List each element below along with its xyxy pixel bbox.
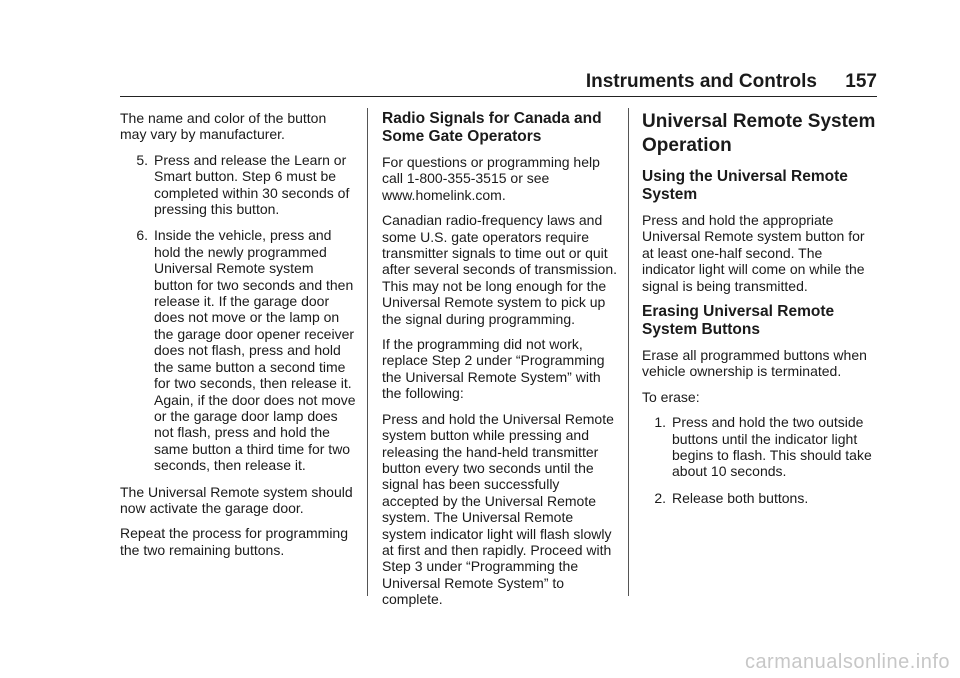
list-item bbox=[120, 152, 356, 218]
subsection-heading: Erasing Universal Remote System Buttons bbox=[642, 303, 835, 339]
step-number: 6. bbox=[136, 227, 148, 244]
main-heading: Universal Remote System Operation bbox=[642, 111, 876, 156]
paragraph: Repeat the process for programming the two remaining buttons. bbox=[120, 525, 348, 558]
list-item bbox=[642, 490, 878, 506]
step-text: Inside the vehicle, press and hold the newly programmed Universal Remote system button for two seconds and then release it. If the garage door does not move or the lamp on the garage door opener receiver does not flash, press and hold the same button a second time for two seconds, then release it. Again, if the door does not move or the garage door lamp does not flash, press and hold the same button a third time for two seconds, then release it. bbox=[154, 227, 356, 474]
paragraph: Canadian radio-frequency laws and some U.S. gate operators require transmitter signals to time out or quit after several seconds of transmission. This may not be long enough for the Universal Remote system to pick up the signal during programming. bbox=[382, 212, 617, 327]
column-divider bbox=[628, 108, 629, 596]
list-item bbox=[120, 227, 356, 473]
paragraph: Press and hold the Universal Remote system button while pressing and releasing the hand-held transmitter button every two seconds until the signal has been successfully accepted by the Universal Remote system. The Universal Remote system indicator light will flash slowly at first and then rapidly. Proceed with Step 3 under “Programming the Universal Remote System” to complete. bbox=[382, 410, 614, 608]
paragraph: To erase: bbox=[642, 388, 700, 405]
paragraph: The Universal Remote system should now activate the garage door. bbox=[120, 483, 353, 516]
list-item bbox=[642, 414, 878, 480]
step-text: Release both buttons. bbox=[672, 489, 809, 506]
watermark: carmanualsonline.info bbox=[744, 651, 950, 673]
page-header bbox=[120, 68, 877, 97]
paragraph: For questions or programming help call 1-800-355-3515 or see www.homelink.com. bbox=[382, 154, 600, 203]
paragraph: Erase all programmed buttons when vehicle ownership is terminated. bbox=[642, 347, 867, 380]
column-divider bbox=[367, 108, 368, 596]
step-number: 5. bbox=[136, 151, 148, 168]
column-1 bbox=[120, 110, 356, 567]
section-title: Instruments and Controls bbox=[585, 71, 817, 92]
paragraph: Press and hold the appropriate Universal Remote system button for at least one-half second. The indicator light will come on while the signal is being transmitted. bbox=[642, 212, 865, 294]
section-heading: Radio Signals for Canada and Some Gate Operators bbox=[382, 110, 602, 145]
step-number: 1. bbox=[654, 414, 666, 431]
continuation-text: The name and color of the button may vary by manufacturer. bbox=[120, 110, 327, 143]
page-number: 157 bbox=[845, 71, 877, 92]
step-number: 2. bbox=[654, 489, 666, 506]
column-2 bbox=[382, 110, 618, 617]
subsection-heading: Using the Universal Remote System bbox=[642, 168, 848, 203]
column-3 bbox=[642, 110, 878, 516]
paragraph: If the programming did not work, replace Step 2 under “Programming the Universal Remote System” with the following: bbox=[382, 336, 605, 402]
step-text: Press and hold the two outside buttons until the indicator light begins to flash. This should take about 10 seconds. bbox=[672, 414, 872, 480]
step-text: Press and release the Learn or Smart button. Step 6 must be completed within 30 seconds of pressing this button. bbox=[154, 151, 350, 218]
